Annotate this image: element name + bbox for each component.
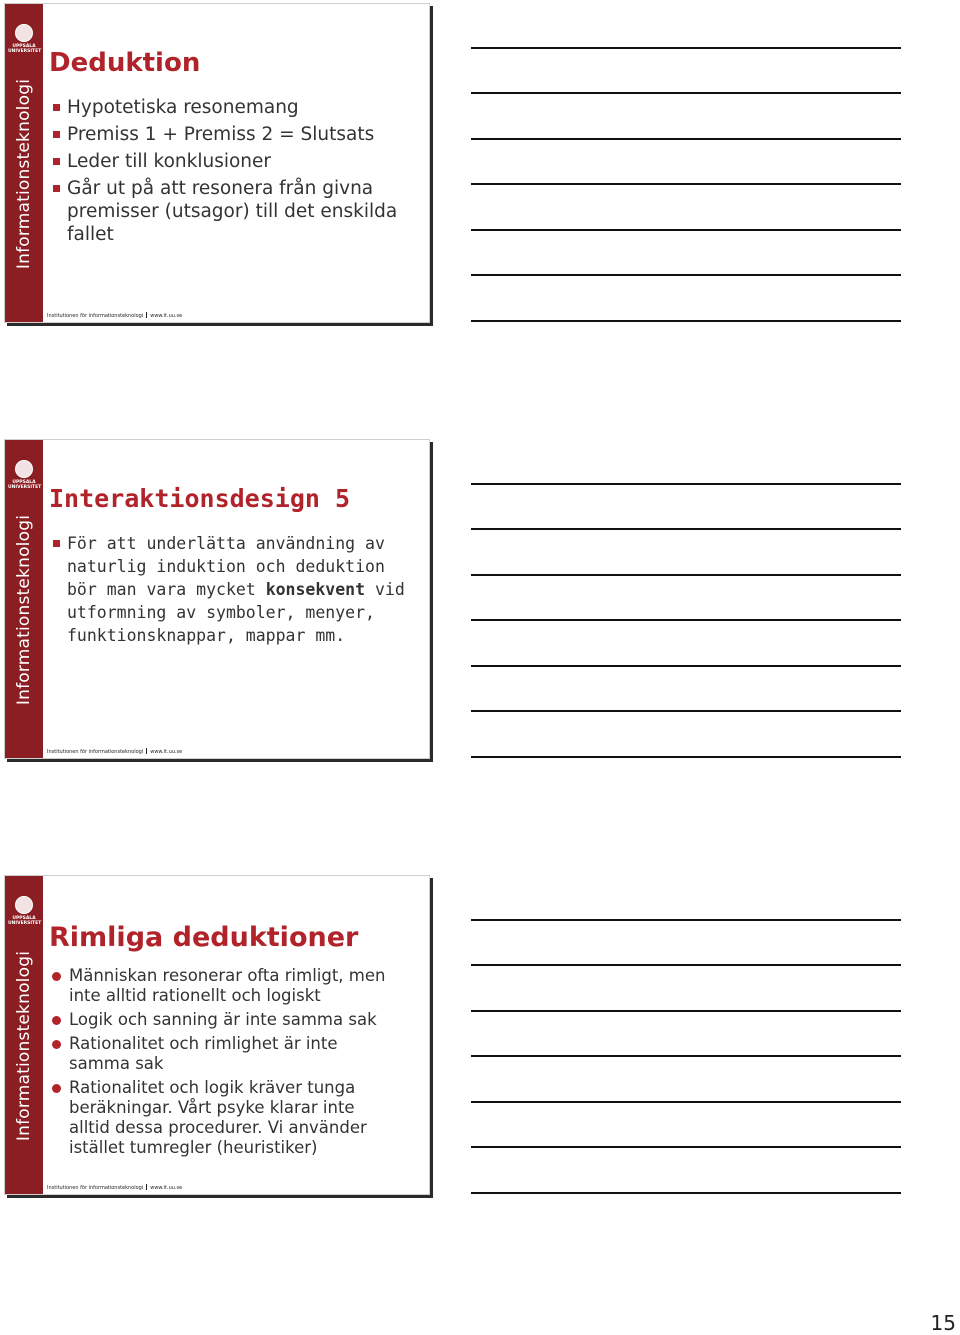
- slide-title: Interaktionsdesign 5: [49, 484, 351, 513]
- footer-url: www.it.uu.se: [150, 1185, 183, 1191]
- round-bullet-icon: [52, 1084, 61, 1093]
- round-bullet-icon: [52, 1040, 61, 1049]
- slide-title: Deduktion: [49, 48, 201, 78]
- note-line: [471, 528, 901, 530]
- list-item: [51, 1010, 411, 1030]
- sidebar-label: Informationsteknologi: [14, 514, 34, 706]
- footer-divider: [146, 748, 147, 754]
- note-line: [471, 756, 901, 758]
- university-logo: [8, 460, 40, 494]
- note-line: [471, 138, 901, 140]
- note-line: [471, 619, 901, 621]
- note-line: [471, 183, 901, 185]
- square-bullet-icon: [53, 104, 60, 111]
- note-line: [471, 92, 901, 94]
- note-line: [471, 483, 901, 485]
- bullet-list: [51, 966, 411, 1162]
- slide-footer: [47, 1184, 182, 1191]
- note-line: [471, 919, 901, 921]
- logo-line-2: UNIVERSITET: [8, 921, 42, 926]
- footer-institution: Institutionen för informationsteknologi: [47, 749, 144, 755]
- bullet-text: Rationalitet och rimlighet är inte samma sak: [69, 1034, 338, 1073]
- slide-3: [4, 875, 430, 1195]
- slide-1: [4, 3, 430, 323]
- footer-institution: Institutionen för informationsteknologi: [47, 1185, 144, 1191]
- note-line: [471, 1010, 901, 1012]
- slide-footer: [47, 312, 182, 319]
- logo-line-2: UNIVERSITET: [8, 485, 42, 490]
- university-logo: [8, 896, 40, 930]
- list-item: [51, 1078, 411, 1158]
- bullet-list: [51, 532, 421, 647]
- note-line: [471, 1192, 901, 1194]
- footer-divider: [146, 1184, 147, 1190]
- list-item: [51, 1034, 411, 1074]
- note-line: [471, 964, 901, 966]
- logo-line-1: UPPSALA: [12, 44, 36, 49]
- footer-url: www.it.uu.se: [150, 313, 183, 319]
- note-line: [471, 1146, 901, 1148]
- logo-line-1: UPPSALA: [12, 916, 36, 921]
- bullet-text: För att underlätta användning av naturlig induktion och deduktion bör man vara mycket: [67, 534, 385, 599]
- list-item: [51, 150, 421, 173]
- square-bullet-icon: [53, 158, 60, 165]
- list-item: [51, 96, 421, 119]
- logo-line-1: UPPSALA: [12, 480, 36, 485]
- slide-title: Rimliga deduktioner: [49, 922, 359, 953]
- slide-footer: [47, 748, 182, 755]
- bullet-text: Rationalitet och logik kräver tunga beräkningar. Vårt psyke klarar inte alltid dessa procedurer. Vi använder istället tumregler (heuristiker): [69, 1078, 367, 1157]
- round-bullet-icon: [52, 1016, 61, 1025]
- square-bullet-icon: [53, 185, 60, 192]
- slide-2: [4, 439, 430, 759]
- round-bullet-icon: [52, 972, 61, 981]
- note-line: [471, 665, 901, 667]
- note-line: [471, 47, 901, 49]
- logo-line-2: UNIVERSITET: [8, 49, 42, 54]
- bullet-text: Hypotetiska resonemang: [67, 97, 299, 118]
- university-logo: [8, 24, 40, 58]
- footer-url: www.it.uu.se: [150, 749, 183, 755]
- sidebar-label: Informationsteknologi: [14, 950, 34, 1142]
- footer-institution: Institutionen för informationsteknologi: [47, 313, 144, 319]
- note-line: [471, 1101, 901, 1103]
- footer-divider: [146, 312, 147, 318]
- note-line: [471, 229, 901, 231]
- page-number: 15: [930, 1311, 956, 1335]
- note-line: [471, 320, 901, 322]
- seal-icon: [15, 24, 33, 42]
- square-bullet-icon: [53, 131, 60, 138]
- note-line: [471, 274, 901, 276]
- note-line: [471, 574, 901, 576]
- note-line: [471, 1055, 901, 1057]
- bullet-text: Logik och sanning är inte samma sak: [69, 1010, 377, 1029]
- square-bullet-icon: [53, 540, 60, 547]
- bullet-text: Människan resonerar ofta rimligt, men inte alltid rationellt och logiskt: [69, 966, 386, 1005]
- seal-icon: [15, 460, 33, 478]
- bullet-text: Leder till konklusioner: [67, 151, 272, 172]
- bullet-text: Går ut på att resonera från givna premisser (utsagor) till det enskilda fallet: [67, 178, 398, 245]
- bullet-text-continued: vid utformning av symboler, menyer, funktionsknappar, mappar mm.: [67, 580, 405, 645]
- list-item: [51, 123, 421, 146]
- list-item: [51, 966, 411, 1006]
- seal-icon: [15, 896, 33, 914]
- bullet-emphasis: konsekvent: [265, 580, 366, 599]
- note-line: [471, 710, 901, 712]
- sidebar-label: Informationsteknologi: [14, 78, 34, 270]
- list-item: [51, 532, 421, 647]
- bullet-list: [51, 96, 421, 250]
- list-item: [51, 177, 421, 246]
- bullet-text: Premiss 1 + Premiss 2 = Slutsats: [67, 124, 375, 145]
